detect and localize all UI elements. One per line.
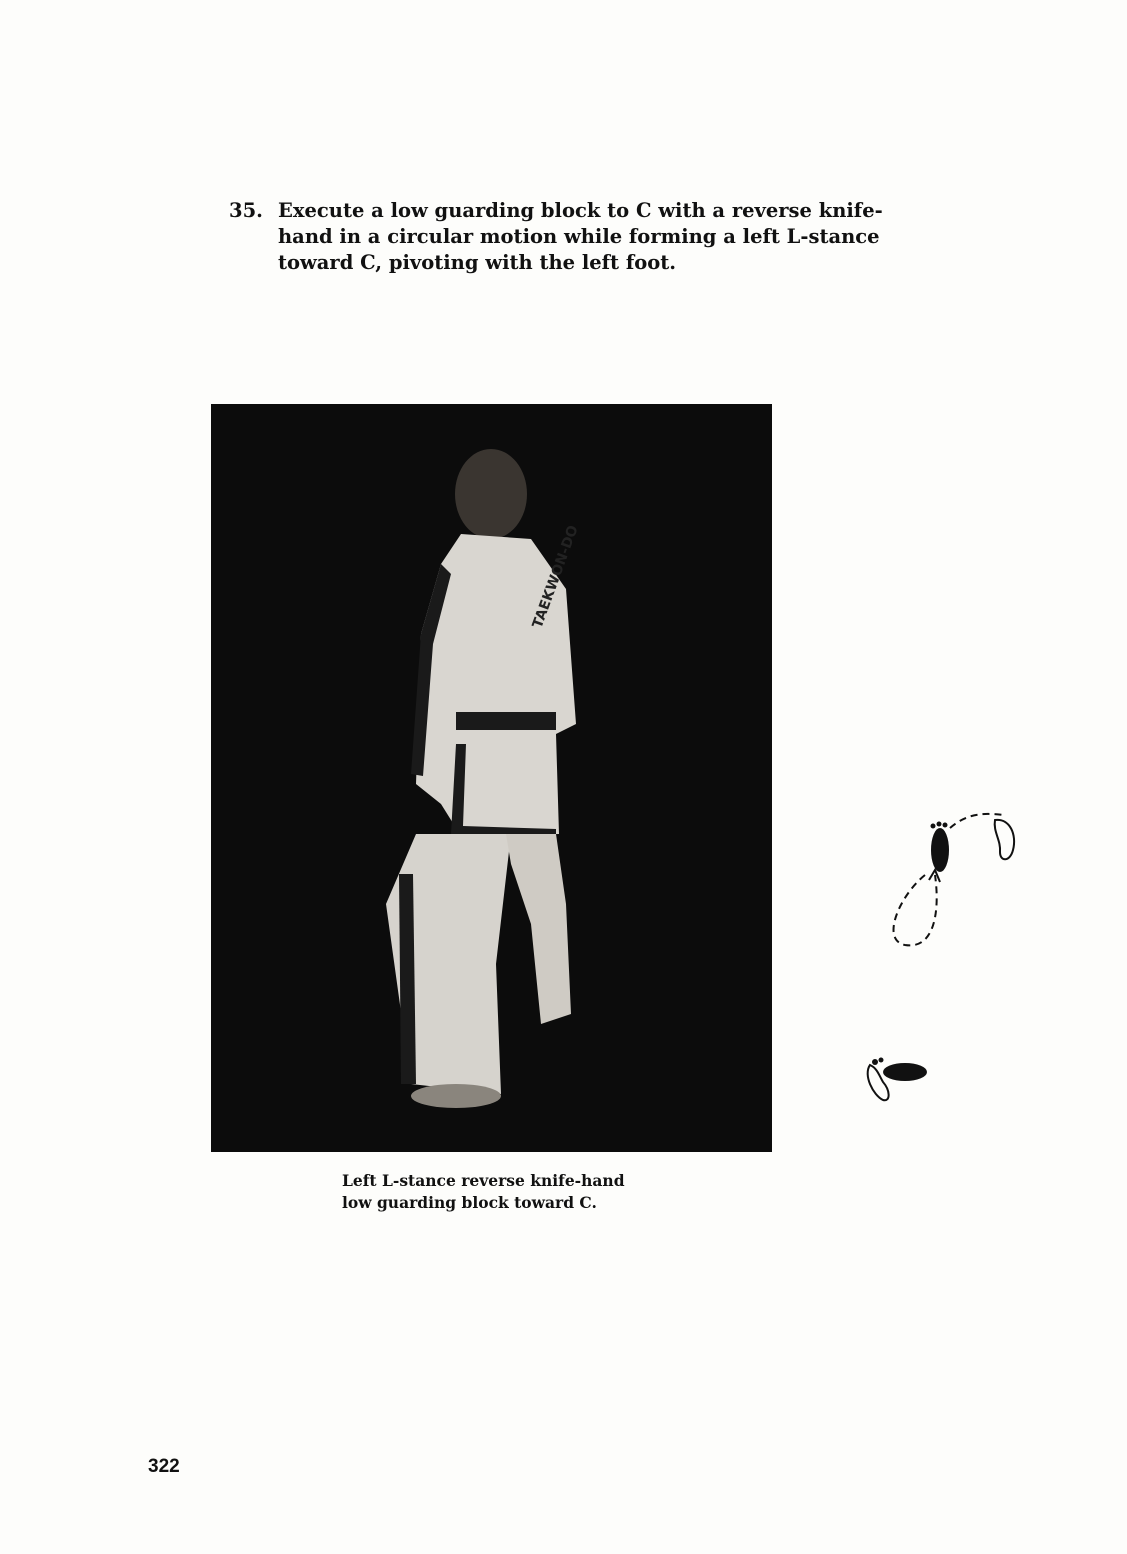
caption-line-1: Left L-stance reverse knife-hand <box>342 1171 625 1190</box>
step-number: 35. <box>229 199 263 222</box>
photo-caption <box>342 1170 682 1214</box>
uniform-lettering: TAEKWON-DO <box>529 523 582 631</box>
footwork-diagram <box>855 790 1055 1120</box>
left-foot-icon <box>931 822 950 873</box>
page-number: 322 <box>148 1456 180 1477</box>
martial-artist-figure <box>211 404 772 1152</box>
caption-line-2: low guarding block toward C. <box>342 1193 597 1212</box>
step-text: Execute a low guarding block to C with a reverse knife-hand in a circular motion while forming a left L-stance toward C, pivoting with the left foot. <box>278 199 883 274</box>
step-instruction <box>229 198 929 276</box>
stance-photo <box>211 404 772 1152</box>
circular-motion-arrow-icon <box>894 875 937 945</box>
foot-outline-icon <box>995 820 1014 859</box>
right-foot-icon <box>868 1058 927 1101</box>
